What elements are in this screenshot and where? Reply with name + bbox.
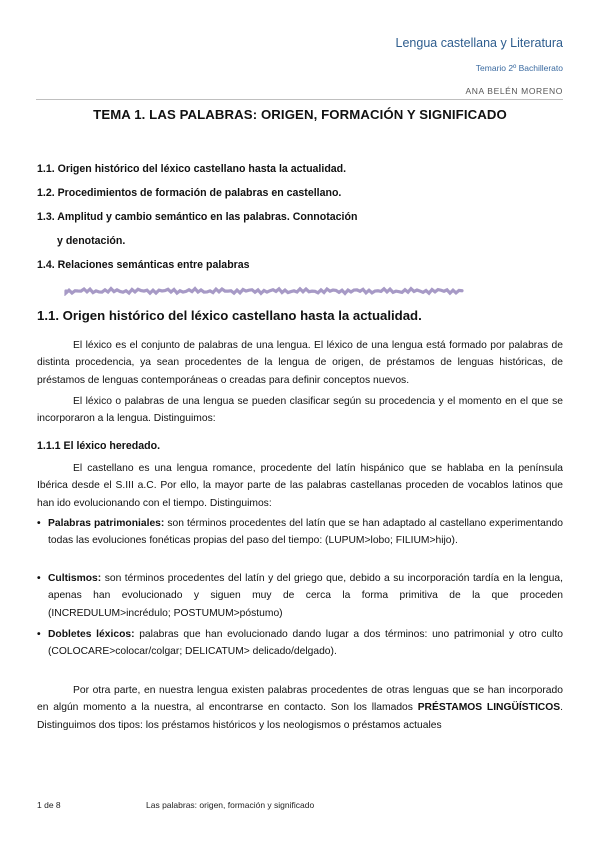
bullet-text: palabras que han evolucionado dando lugar a dos términos: uno patrimonial y otro culto (COLOCARE>colocar/colgar; DELICATUM> delicado/delgado).: [48, 629, 563, 658]
bullet-text: son términos procedentes del latín que se han adaptado al castellano experimentando todas las evoluciones fonéticas propias del paso del tiempo: (LUPUM>lobo; FILIUM>hijo).: [48, 518, 564, 547]
toc-item-3-continued: y denotación.: [57, 235, 126, 247]
toc-item-4: 1.4. Relaciones semánticas entre palabras: [37, 259, 250, 271]
bullet-dot: •: [37, 629, 41, 640]
header-author: ANA BELÉN MORENO: [465, 86, 563, 96]
prestamos-text-before: Por otra parte, en nuestra lengua existen palabras procedentes de otras lenguas que se han incorporado en algún momento a la nuestra, al encontrarse en contacto. Son los llamados: [37, 685, 563, 714]
prestamos-term: PRÉSTAMOS LINGÜÍSTICOS: [417, 702, 561, 714]
bullet-term: Dobletes léxicos:: [48, 629, 135, 640]
intro-paragraph-1: El léxico es el conjunto de palabras de una lengua. El léxico de una lengua está formado por palabras de distinta procedencia, ya sean procedentes de la lengua de origen, de préstamos de lenguas históricas, de préstamos de lenguas contemporáneas o creadas para definir conceptos nuevos.: [37, 340, 563, 386]
bullet-term: Cultismos:: [48, 573, 102, 584]
footer-title: Las palabras: origen, formación y significado: [146, 800, 315, 810]
bullet-item: [37, 570, 563, 622]
toc-item-3: 1.3. Amplitud y cambio semántico en las palabras. Connotación: [37, 211, 358, 223]
header-divider: [36, 99, 563, 100]
intro-paragraph-2: El léxico o palabras de una lengua se pueden clasificar según su procedencia y el momento en el que se incorporaron a la lengua. Distinguimos:: [37, 396, 563, 425]
bullet-item: [37, 626, 563, 661]
bullet-text: son términos procedentes del latín y del griego que, debido a su incorporación tardía en la lengua, apenas han evolucionado y siguen muy de cerca la forma primitiva de la que proceden (INCREDULUM>incrédulo; POSTUMUM>póstumo): [48, 573, 563, 619]
section-heading: 1.1. Origen histórico del léxico castellano hasta la actualidad.: [37, 308, 422, 323]
bullet-item: [37, 515, 563, 550]
heredado-paragraph: El castellano es una lengua romance, procedente del latín hispánico que se hablaba en la península Ibérica desde el S.III a.C. Por ello, la mayor parte de las palabras castellanas proceden de vocablos latinos que han ido evolucionando con el tiempo. Distinguimos:: [37, 463, 563, 509]
prestamos-paragraph: [37, 682, 563, 734]
subsection-heading: 1.1.1 El léxico heredado.: [37, 440, 161, 452]
toc-item-1: 1.1. Origen histórico del léxico castellano hasta la actualidad.: [37, 163, 347, 175]
toc-item-2: 1.2. Procedimientos de formación de palabras en castellano.: [37, 187, 342, 199]
bullet-dot: •: [37, 518, 41, 529]
bullet-dot: •: [37, 573, 41, 584]
header-subtitle: Temario 2º Bachillerato: [475, 63, 563, 73]
header-title: Lengua castellana y Literatura: [395, 36, 563, 50]
bullet-term: Palabras patrimoniales:: [48, 518, 165, 529]
prestamos-text-after: . Distinguimos dos tipos: los préstamos históricos y los neologismos o préstamos actuales: [37, 702, 564, 731]
page-title: TEMA 1. LAS PALABRAS: ORIGEN, FORMACIÓN Y SIGNIFICADO: [93, 107, 507, 122]
decorative-wavy-divider: [64, 286, 466, 296]
page-number: 1 de 8: [37, 800, 61, 810]
